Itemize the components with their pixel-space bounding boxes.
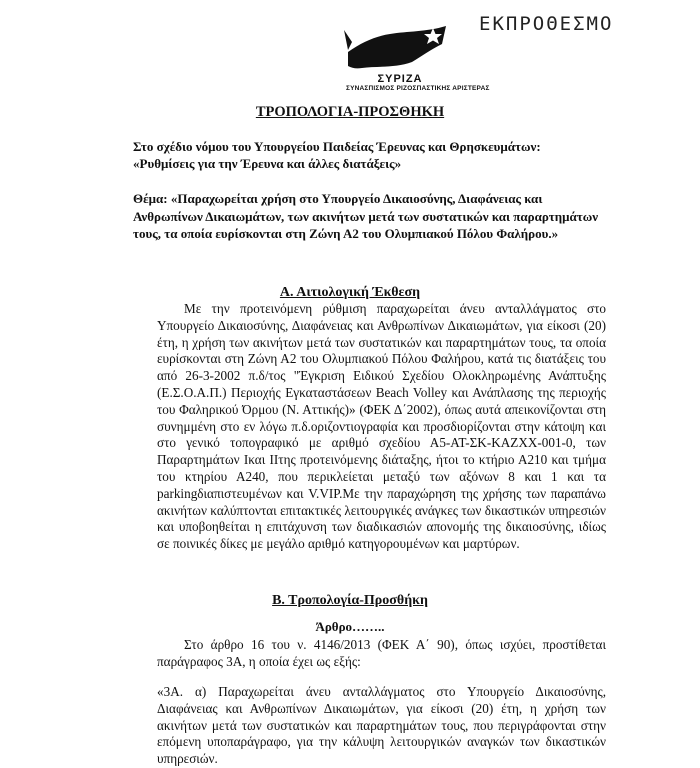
section-a-title: Α. Αιτιολογική Έκθεση [279, 285, 421, 300]
subject-paragraph: Θέμα: «Παραχωρείται χρήση στο Υπουργείο Δικαιοσύνης, Διαφάνειας και Ανθρωπίνων Δικαιωμάτων, των ακινήτων μετά των συστατικών και παραρτημάτων τους, τα οποία ευρίσκονται στη Ζώνη Α2 του Ολυμπιακού Πόλου Φαλήρου.» [133, 191, 599, 241]
section-b-title: Β. Τροπολογία-Προσθήκη [272, 593, 428, 608]
article-heading: Άρθρο…….. [315, 619, 385, 634]
section-b-body: Στο άρθρο 16 του ν. 4146/2013 (ΦΕΚ Α΄ 90), όπως ισχύει, προστίθεται παράγραφος 3Α, η οποία έχει ως εξής: [157, 637, 606, 669]
bill-reference: Στο σχέδιο νόμου του Υπουργείου Παιδείας Έρευνας και Θρησκευμάτων: «Ρυθμίσεις για την Έρευνα και άλλες διατάξεις» [133, 139, 541, 171]
late-submission-stamp: ΕΚΠΡΟΘΕΣΜΟ [479, 13, 614, 35]
section-b-quote: «3Α. α) Παραχωρείται άνευ ανταλλάγματος στο Υπουργείο Δικαιοσύνης, Διαφάνειας και Ανθρωπίνων Δικαιωμάτων, για είκοσι (20) έτη, η χρήση των ακινήτων μετά των συστατικών και παραρτημάτων τους, που περιγράφονται στην επόμενη υποπαράγραφο, για την κάλυψη λειτουργικών αναγκών των δικαστικών υπηρεσιών. [157, 684, 606, 767]
flag-with-star-icon [334, 22, 452, 74]
party-logo [328, 22, 490, 93]
party-name: ΣΥΡΙΖΑ [377, 73, 423, 85]
party-subtitle: ΣΥΝΑΣΠΙΣΜΟΣ ΡΙΖΟΣΠΑΣΤΙΚΗΣ ΑΡΙΣΤΕΡΑΣ [346, 85, 490, 92]
document-title: ΤΡΟΠΟΛΟΓΙΑ-ΠΡΟΣΘΗΚΗ [255, 104, 445, 120]
section-a-body: Με την προτεινόμενη ρύθμιση παραχωρείται άνευ ανταλλάγματος στο Υπουργείο Δικαιοσύνης, Διαφάνειας και Ανθρωπίνων Δικαιωμάτων, για είκοσι (20) έτη, η χρήση των ακινήτων μετά των συστατικών και παραρτημάτων τους, τα οποία ευρίσκονται στη Ζώνη Α2 του Ολυμπιακού Πόλου Φαλήρου, κατά τις διατάξεις του από 26-3-2002 π.δ/τος "Έγκριση Ειδικού Σχεδίου Ολοκληρωμένης Ανάπτυξης (Ε.Σ.Ο.Α.Π.) Περιοχής Εγκαταστάσεων Beach Volley και Ανάπλασης της περιοχής του Φαληρικού Όρμου (Ν. Αττικής)» (ΦΕΚ Δ΄2002), όπως αυτά απεικονίζονται στη συνημμένη στο εν λόγω π.δ.οριζοντιογραφία και προσδιορίζονται στην κάτοψη και στο γενικό τοπογραφικό με αριθμό σχεδίου Α5-ΑΤ-ΣΚ-ΚΑΖΧΧ-001-0, των Παραρτημάτων Ικαι ΙΙτης προτεινόμενης διάταξης, ήτοι το κτήριο Α210 και τμήμα του κτηρίου Α240, που περικλείεται μεταξύ των αξόνων 8 και 1 και τα parkingδιαπιστευμένων και V.VIP.Με την παραχώρηση της χρήσης των παραπάνω ακινήτων καλύπτονται επιτακτικές λειτουργικές ανάγκες των δικαστικών υπηρεσιών και υποβοηθείται η επιτάχυνση των διαδικασιών απονομής της δικαιοσύνης, ιδίως σε ποινικές δίκες με μεγάλο αριθμό κατηγορουμένων και μαρτύρων. [157, 301, 606, 552]
